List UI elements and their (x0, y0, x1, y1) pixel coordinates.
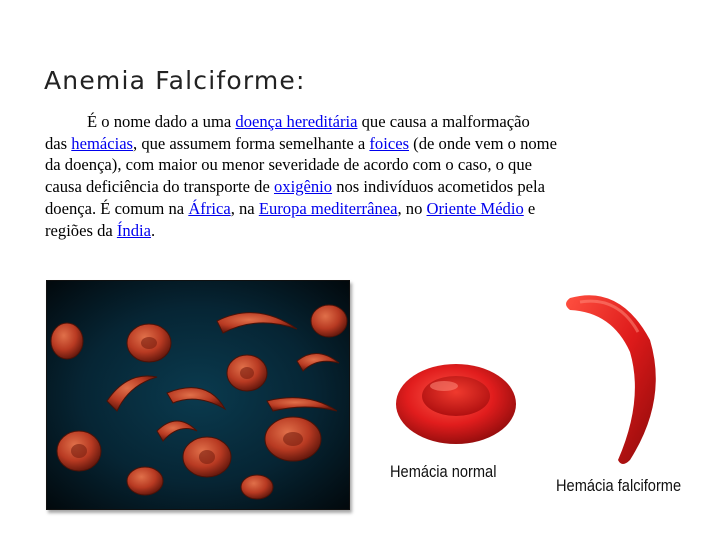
link-oxigenio[interactable]: oxigênio (273, 177, 333, 197)
link-europa-mediterranea[interactable]: Europa mediterrânea (258, 198, 398, 218)
description-paragraph: É o nome dado a uma doença hereditária que causa a malformação das hemácias, que assumem forma semelhante a foices (de onde vem o nome da doença), com maior ou menor severidade de acordo com o caso, o que causa deficiência do transporte de oxigênio nos indivíduos acometidos pela doença. É comum na África, na Europa mediterrânea, no Oriente Médio e regiões da Índia. (45, 112, 557, 240)
link-doenca-hereditaria[interactable]: doença hereditária (235, 112, 358, 131)
link-hemacias[interactable]: hemácias (71, 133, 134, 153)
normal-red-cell-image (392, 356, 520, 453)
link-india[interactable]: Índia (116, 220, 151, 240)
slide-title: Anemia Falciforme: (44, 66, 306, 95)
sickle-cell-image (560, 290, 672, 475)
link-foices[interactable]: foices (369, 133, 410, 153)
link-oriente-medio[interactable]: Oriente Médio (426, 198, 524, 218)
caption-sickle-cell: Hemácia falciforme (556, 476, 682, 495)
micrograph-image (46, 280, 350, 510)
link-africa[interactable]: África (188, 198, 231, 218)
caption-normal-cell: Hemácia normal (390, 462, 497, 481)
